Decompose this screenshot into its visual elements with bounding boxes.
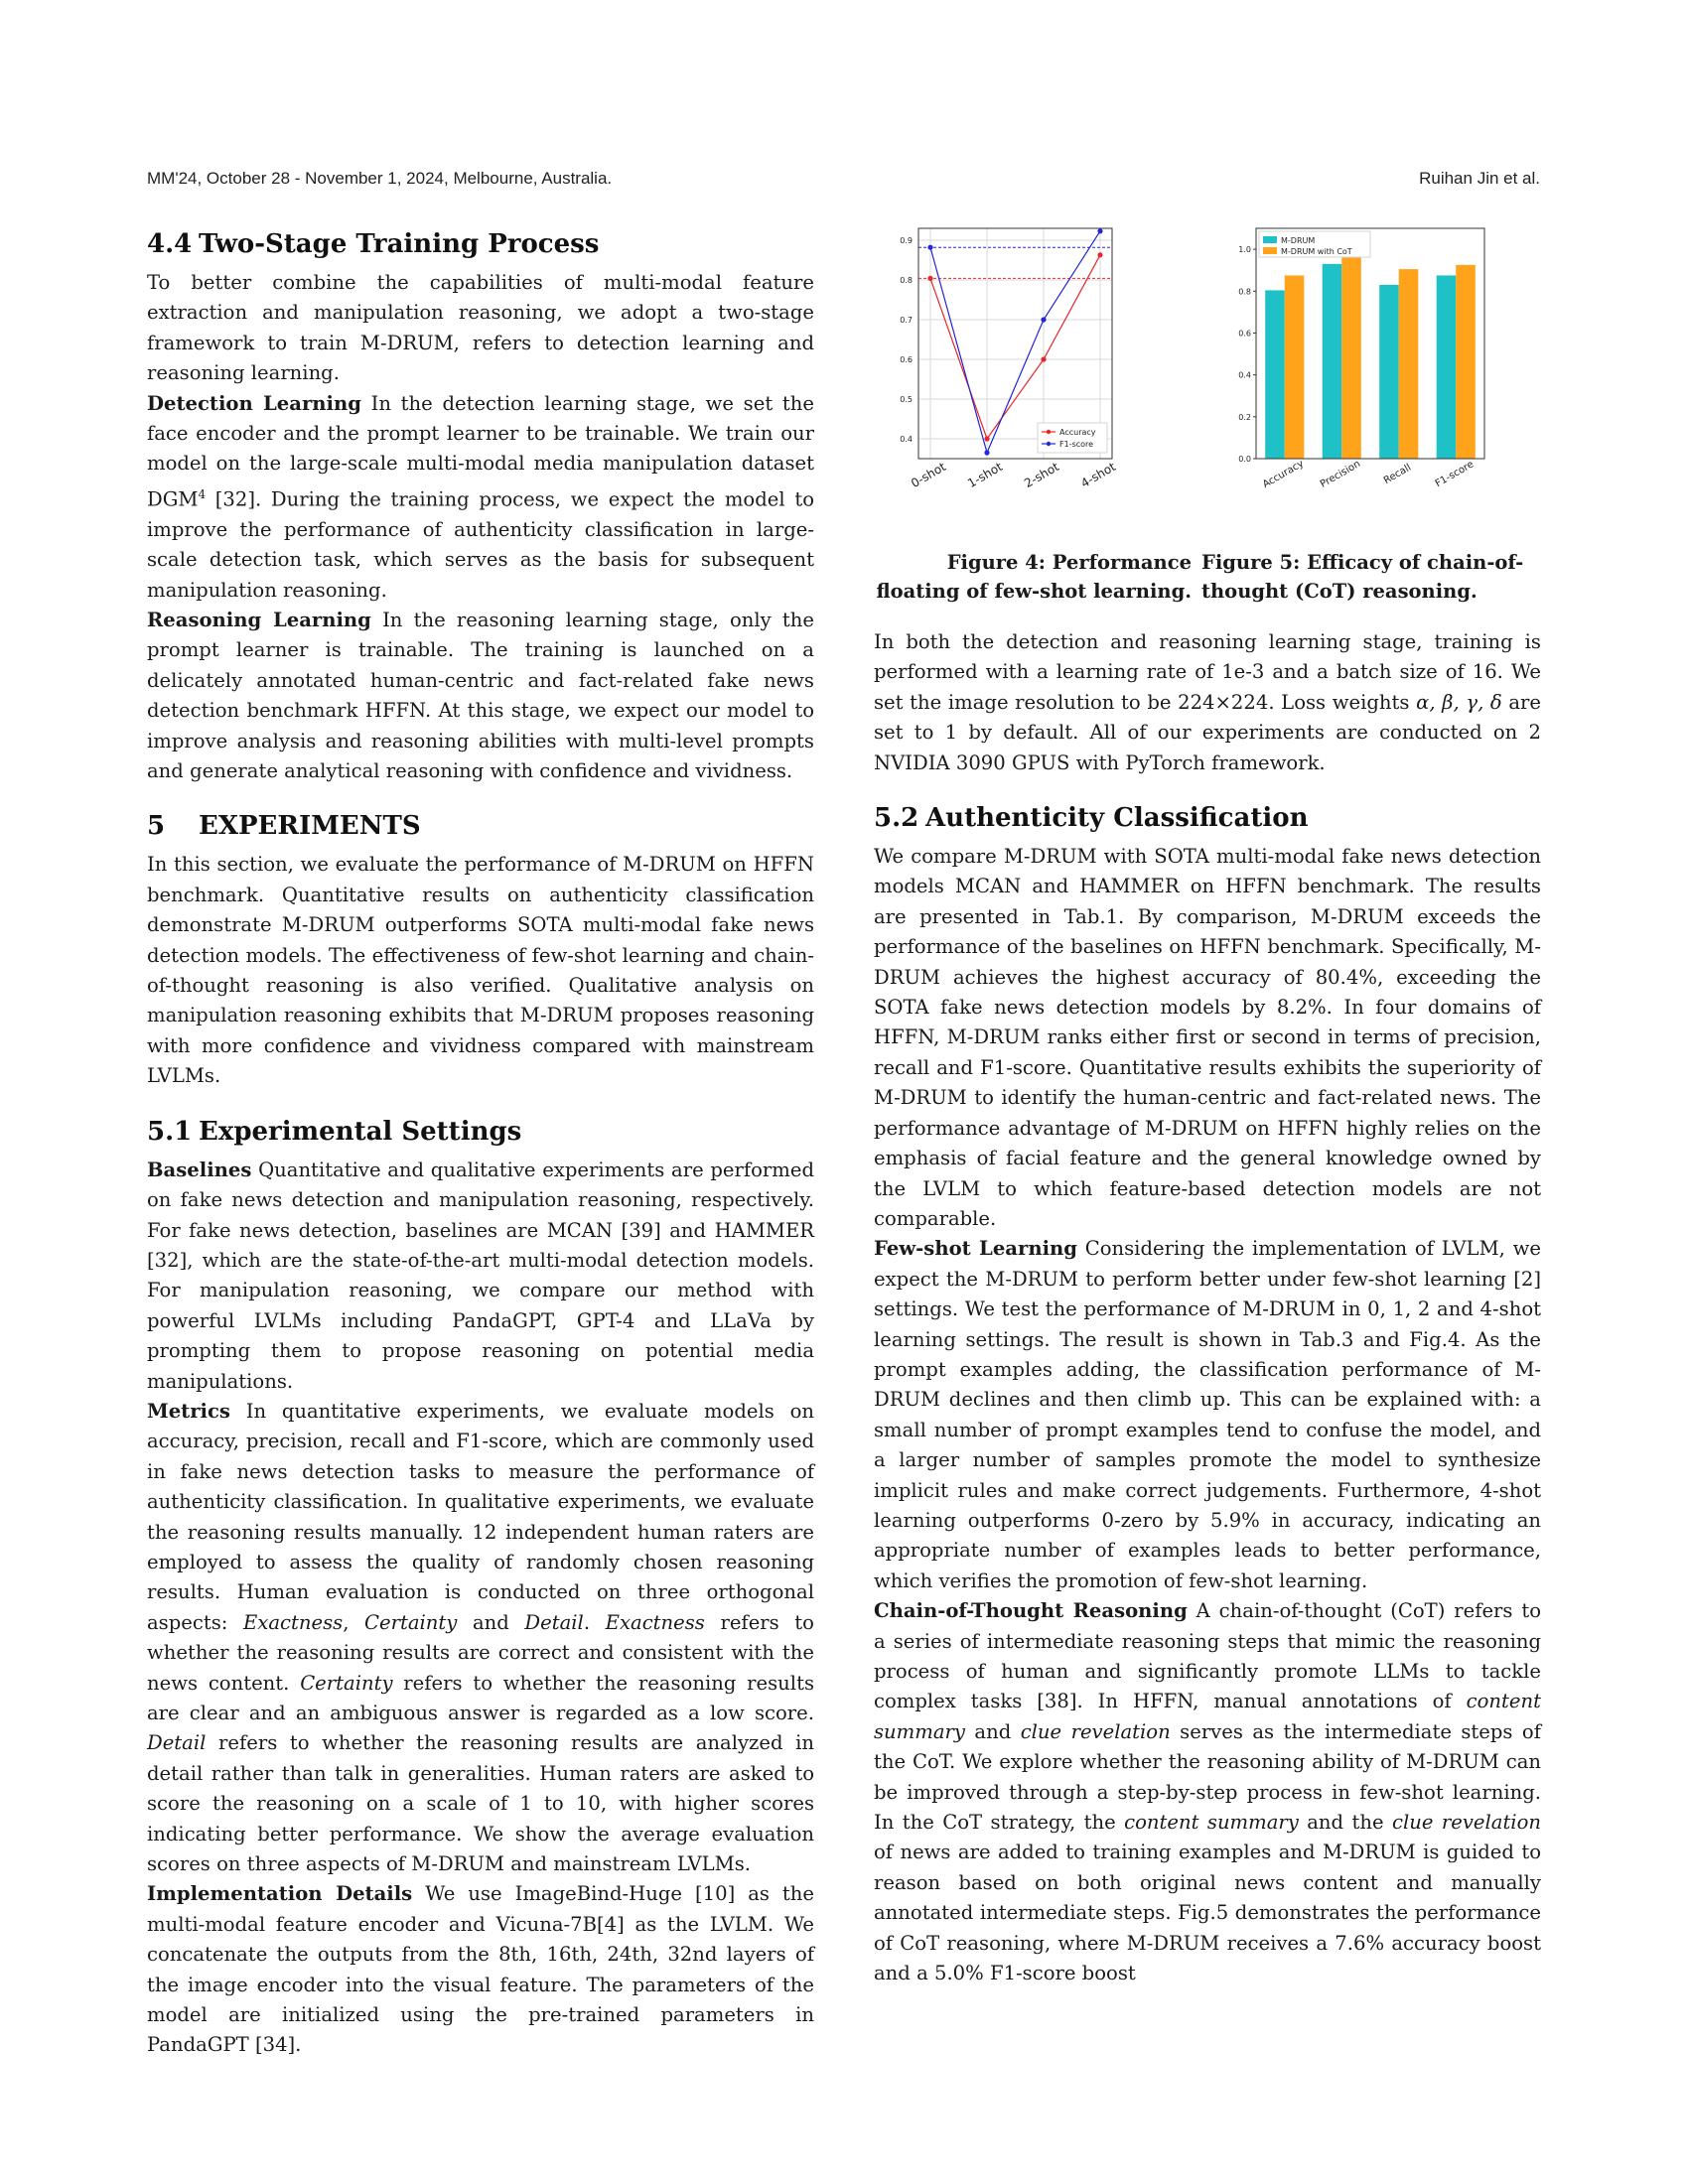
x-tick-label: Precision (1318, 458, 1363, 490)
data-point-accuracy (1097, 252, 1102, 257)
y-tick-label: 0.4 (1238, 370, 1251, 380)
run-in-heading-implementation: Implementation Details (147, 1882, 413, 1906)
figure-row (874, 220, 1541, 588)
bar-m-drum-with-cot (1399, 269, 1419, 459)
right-column (874, 220, 1541, 1988)
run-in-heading-reasoning: Reasoning Learning (147, 609, 371, 631)
y-tick-label: 0.9 (900, 236, 913, 245)
paragraph-detection-learning: Detection Learning In the detection learning stage, we set the face encoder and the prompt learner to be trainable. We train our model on the large-scale multi-modal media manipulation dataset DGM$^4$ [32]. During the training process, we expect the model to improve the performance of authenticity classification in large-scale detection task, which serves as the basis for subsequent manipulation reasoning. (147, 391, 814, 602)
data-point-f1-score (927, 245, 932, 250)
paragraph-authenticity: We compare M-DRUM with SOTA multi-modal fake news detection models MCAN and HAMMER on HFFN benchmark. The results are presented in Tab.1. By comparison, M-DRUM exceeds the performance of the baselines on HFFN benchmark. Specifically, M-DRUM achieves the highest accuracy of 80.4%, exceeding the SOTA fake news detection models by 8.2%. In four domains of HFFN, M-DRUM ranks either first or second in terms of precision, recall and F1-score. Quantitative results exhibits the superiority of M-DRUM to identify the human-centric and fact-related news. The performance advantage of M-DRUM on HFFN highly relies on the emphasis of facial feature and the general knowledge owned by the LVLM to which feature-based detection models are not comparable. (874, 845, 1541, 1230)
section-heading-5-1: 5.1 Experimental Settings (147, 1116, 522, 1147)
bar-m-drum (1379, 285, 1399, 459)
data-point-accuracy (984, 436, 989, 441)
series-line-f1-score (930, 231, 1100, 453)
y-tick-label: 1.0 (1238, 245, 1251, 255)
y-tick-label: 0.0 (1238, 455, 1251, 464)
y-tick-label: 0.2 (1238, 412, 1251, 422)
figure-4-line-chart (874, 220, 1201, 518)
run-in-heading-cot: Chain-of-Thought Reasoning (874, 1599, 1188, 1623)
left-column (147, 226, 814, 2061)
figure-4-caption: Figure 4: Performance floating of few-shot learning. (876, 551, 1192, 603)
legend-marker (1047, 442, 1051, 446)
paragraph-chain-of-thought: Chain-of-Thought Reasoning A chain-of-thought (CoT) refers to a series of intermediate reasoning steps that mimic the reasoning process of human and significantly promote LLMs to tackle complex tasks [38]. In HFFN, manual annotations of content summary and clue revelation serves as the intermediate steps of the CoT. We explore whether the reasoning ability of M-DRUM can be improved through a step-by-step process in few-shot learning. In the CoT strategy, the content summary and the clue revelation of news are added to training examples and M-DRUM is guided to reason based on both original news content and manually annotated intermediate steps. Fig.5 demonstrates the performance of CoT reasoning, where M-DRUM receives a 7.6% accuracy boost and a 5.0% F1-score boost (874, 1599, 1541, 1985)
bar-m-drum-with-cot (1456, 265, 1476, 459)
paragraph-baselines: Baselines Quantitative and qualitative experiments are performed on fake news detection and manipulation reasoning, respectively. For fake news detection, baselines are MCAN [39] and HAMMER [32], which are the state-of-the-art multi-modal detection models. For manipulation reasoning, we compare our method with powerful LVLMs including PandaGPT, GPT-4 and LLaVa by prompting them to propose reasoning on potential media manipulations. (147, 1158, 814, 1393)
y-tick-label: 0.6 (900, 355, 913, 364)
legend-label: Accuracy (1059, 428, 1096, 437)
legend-label: M-DRUM (1281, 236, 1316, 245)
y-tick-label: 0.7 (900, 316, 913, 325)
legend-label: F1-score (1059, 440, 1094, 449)
data-point-accuracy (1041, 356, 1046, 361)
data-point-accuracy (927, 276, 932, 281)
y-tick-label: 0.4 (900, 435, 913, 444)
paragraph-reasoning-learning: Reasoning Learning In the reasoning learning stage, only the prompt learner is trainable. The training is launched on a delicately annotated human-centric and fact-related fake news detection benchmark HFFN. At this stage, we expect our model to improve analysis and reasoning abilities with multi-level prompts and generate analytical reasoning with confidence and vividness. (147, 609, 814, 783)
running-header-venue: MM'24, October 28 - November 1, 2024, Melbourne, Australia. (147, 169, 613, 188)
legend-swatch (1263, 247, 1277, 254)
figure-5-bar-chart (1226, 220, 1544, 518)
run-in-heading-baselines: Baselines (147, 1158, 252, 1181)
legend-label: M-DRUM with CoT (1281, 247, 1352, 256)
x-tick-label: F1-score (1433, 459, 1477, 490)
data-point-f1-score (1041, 317, 1046, 322)
bar-m-drum (1265, 290, 1285, 459)
paragraph-few-shot: Few-shot Learning Considering the implementation of LVLM, we expect the M-DRUM to perform better under few-shot learning [2] settings. We test the performance of M-DRUM in 0, 1, 2 and 4-shot learning settings. The result is shown in Tab.3 and Fig.4. As the prompt examples adding, the classification performance of M-DRUM declines and then climb up. This can be explained with: a small number of prompt examples tend to confuse the model, and a larger number of samples promote the model to synthesize implicit rules and make correct judgements. Furthermore, 4-shot learning outperforms 0-zero by 5.9% in accuracy, indicating an appropriate number of examples leads to better performance, which verifies the promotion of few-shot learning. (874, 1237, 1541, 1592)
y-tick-label: 0.5 (900, 395, 913, 404)
bar-m-drum (1323, 264, 1342, 459)
x-tick-label: Recall (1381, 462, 1414, 487)
paragraph-metrics: Metrics In quantitative experiments, we evaluate models on accuracy, precision, recall and F1-score, which are commonly used in fake news detection tasks to measure the performance of authenticity classification. In qualitative experiments, we evaluate the reasoning results manually. 12 independent human raters are employed to assess the quality of randomly chosen reasoning results. Human evaluation is conducted on three orthogonal aspects: Exactness, Certainty and Detail. Exactness refers to whether the reasoning results are correct and consistent with the news content. Certainty refers to whether the reasoning results are clear and an ambiguous answer is regarded as a low score. Detail refers to whether the reasoning results are analyzed in detail rather than talk in generalities. Human raters are asked to score the reasoning on a scale of 1 to 10, with higher scores indicating better performance. We show the average evaluation scores on three aspects of M-DRUM and mainstream LVLMs. (147, 1399, 814, 1876)
bar-m-drum (1437, 275, 1457, 459)
section-heading-5-2: 5.2 Authenticity Classification (874, 803, 1309, 834)
bar-m-drum-with-cot (1285, 275, 1305, 459)
paragraph-implementation: Implementation Details We use ImageBind-Huge [10] as the multi-modal feature encoder and Vicuna-7B[4] as the LVLM. We concatenate the outputs from the 8th, 16th, 24th, 32nd layers of the image encoder into the visual feature. The parameters of the model are initialized using the pre-trained parameters in PandaGPT [34]. (147, 1882, 814, 2057)
legend-marker (1047, 430, 1051, 434)
y-tick-label: 0.8 (1238, 287, 1251, 297)
section-heading-5: 5 EXPERIMENTS (147, 811, 421, 842)
x-tick-label: 4-shot (1078, 460, 1118, 491)
data-point-f1-score (1097, 228, 1102, 233)
data-point-f1-score (984, 450, 989, 455)
x-tick-label: 0-shot (909, 460, 948, 491)
y-tick-label: 0.8 (900, 276, 913, 285)
y-tick-label: 0.6 (1238, 329, 1251, 339)
paragraph-two-stage-intro: To better combine the capabilities of multi-modal feature extraction and manipulation reasoning, we adopt a two-stage framework to train M-DRUM, refers to detection learning and reasoning learning. (147, 271, 814, 385)
x-tick-label: 2-shot (1022, 460, 1061, 491)
paragraph-training-details: In both the detection and reasoning learning stage, training is performed with a learning rate of 1e-3 and a batch size of 16. We set the image resolution to be 224×224. Loss weights α, β, γ, δ are set to 1 by default. All of our experiments are conducted on 2 NVIDIA 3090 GPUS with PyTorch framework. (874, 630, 1542, 774)
run-in-heading-metrics: Metrics (147, 1399, 230, 1423)
series-line-accuracy (930, 255, 1100, 439)
running-header-authors: Ruihan Jin et al. (1419, 169, 1540, 188)
x-tick-label: 1-shot (965, 460, 1005, 491)
legend-swatch (1263, 236, 1277, 243)
run-in-heading-few-shot: Few-shot Learning (874, 1237, 1077, 1261)
x-tick-label: Accuracy (1260, 458, 1307, 491)
paragraph-experiments-intro: In this section, we evaluate the performance of M-DRUM on HFFN benchmark. Quantitative results on authenticity classification demonstrate M-DRUM outperforms SOTA multi-modal fake news detection models. The effectiveness of few-shot learning and chain-of-thought reasoning is also verified. Qualitative analysis on manipulation reasoning exhibits that M-DRUM proposes reasoning with more confidence and vividness compared with mainstream LVLMs. (147, 853, 814, 1088)
section-heading-4-4: 4.4 Two-Stage Training Process (147, 229, 600, 259)
run-in-heading-detection: Detection Learning (147, 391, 361, 415)
bar-m-drum-with-cot (1341, 258, 1361, 459)
figure-5-caption: Figure 5: Efficacy of chain-of-thought (CoT) reasoning. (1201, 551, 1524, 603)
